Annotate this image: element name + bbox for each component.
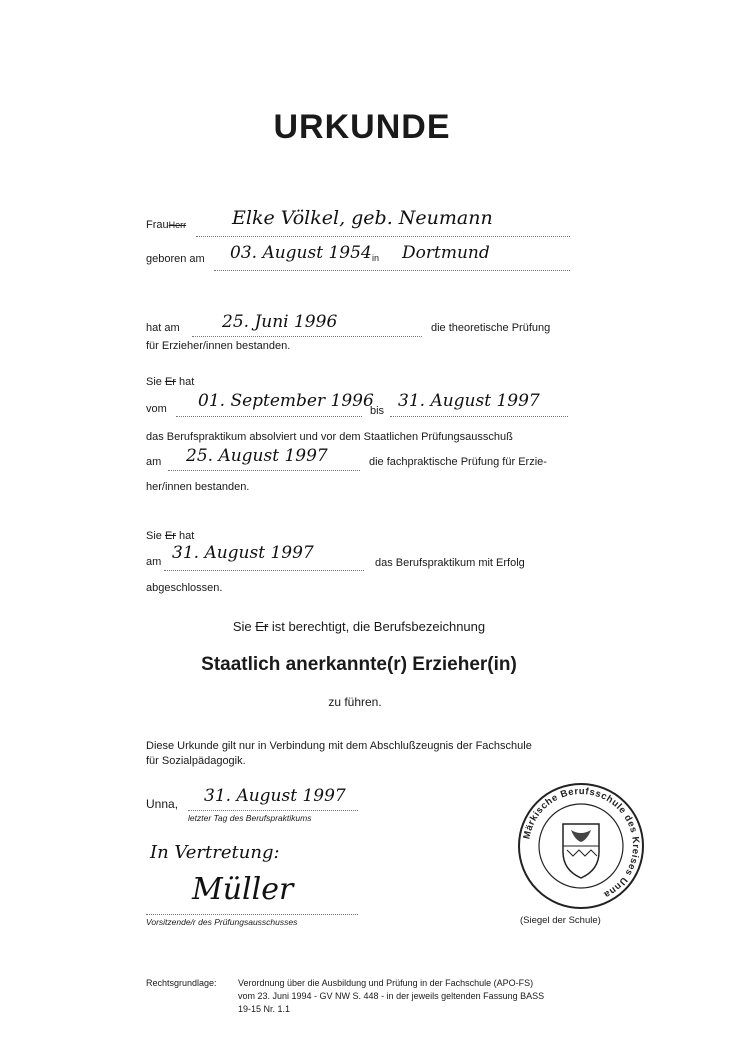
birth-place: Dortmund — [402, 243, 490, 263]
dotted-line — [188, 810, 358, 811]
entitlement-sentence: Sie Er ist berechtigt, die Berufsbezeichnung — [232, 619, 486, 634]
salutation-herr-struck: Herr — [168, 220, 187, 230]
sign-date-caption: letzter Tag des Berufspraktikums — [188, 813, 312, 823]
dotted-line — [196, 236, 570, 237]
bis-label: bis — [370, 405, 385, 417]
dotted-line — [164, 570, 364, 571]
signature: Müller — [192, 872, 294, 907]
seal-caption: (Siegel der Schule) — [520, 915, 601, 926]
completion-date: 31. August 1997 — [172, 543, 314, 563]
theory-prefix: hat am — [146, 322, 180, 334]
dotted-line — [168, 470, 360, 471]
legal-line2: vom 23. Juni 1994 - GV NW S. 448 - in der jeweils geltenden Fassung BASS — [238, 991, 545, 1001]
completion-am-label: am — [146, 556, 162, 568]
note-line2: für Sozialpädagogik. — [146, 755, 246, 767]
vom-label: vom — [146, 403, 167, 415]
practicum-line5: her/innen bestanden. — [146, 481, 250, 493]
person-name: Elke Völkel, geb. Neumann — [232, 207, 493, 229]
completion-suffix: das Berufspraktikum mit Erfolg — [375, 557, 525, 569]
theory-date: 25. Juni 1996 — [222, 312, 338, 332]
salutation — [146, 219, 186, 231]
born-label: geboren am — [146, 253, 205, 265]
note-line1: Diese Urkunde gilt nur in Verbindung mit dem Abschlußzeugnis der Fachschule — [146, 740, 532, 752]
legal-label: Rechtsgrundlage: — [146, 978, 217, 988]
practicum-to-date: 31. August 1997 — [398, 391, 540, 411]
legal-line1: Verordnung über die Ausbildung und Prüfung in der Fachschule (APO-FS) — [238, 978, 534, 988]
exam-date: 25. August 1997 — [186, 446, 328, 466]
sign-place: Unna, — [146, 797, 179, 811]
seal-text: Märkische Berufsschule des Kreises Unna — [521, 785, 642, 901]
theory-suffix: die theoretische Prüfung — [431, 322, 551, 334]
dotted-line — [390, 416, 568, 417]
professional-title: Staatlich anerkannte(r) Erzieher(in) — [201, 654, 517, 675]
birth-date: 03. August 1954 — [230, 243, 372, 263]
legal-line3: 19-15 Nr. 1.1 — [238, 1004, 291, 1014]
zu-fuehren: zu führen. — [328, 695, 382, 709]
practicum-line3: das Berufspraktikum absolviert und vor dem Staatlichen Prüfungsausschuß — [146, 431, 513, 443]
dotted-line — [214, 270, 570, 271]
role-caption: Vorsitzende/r des Prüfungsausschusses — [146, 917, 298, 927]
exam-suffix: die fachpraktische Prüfung für Erzie- — [369, 456, 547, 468]
sign-date: 31. August 1997 — [204, 786, 346, 806]
completion-line3: abgeschlossen. — [146, 582, 223, 594]
dotted-line — [176, 416, 362, 417]
completion-intro: Sie Er hat — [146, 530, 195, 542]
in-label: in — [372, 253, 380, 263]
exam-am-label: am — [146, 456, 162, 468]
practicum-intro: Sie Er hat — [146, 376, 195, 388]
deputy-note: In Vertretung: — [150, 842, 280, 863]
document-title: URKUNDE — [273, 108, 451, 146]
theory-line2: für Erzieher/innen bestanden. — [146, 340, 291, 352]
dotted-line — [146, 914, 358, 915]
salutation-frau: Frau — [146, 219, 169, 231]
school-seal — [515, 780, 647, 912]
dotted-line — [192, 336, 422, 337]
practicum-from-date: 01. September 1996 — [198, 391, 374, 411]
